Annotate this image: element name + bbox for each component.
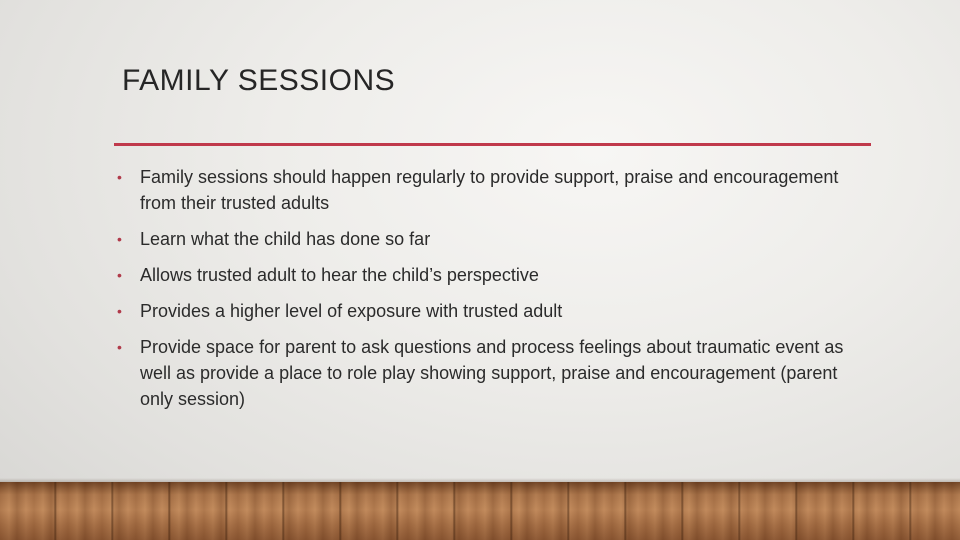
bullet-text: Provides a higher level of exposure with trusted adult: [140, 301, 563, 321]
bullet-text: Provide space for parent to ask questions and process feelings about traumatic event as well as provide a place to role play showing support, praise and encouragement (parent only session): [140, 337, 844, 409]
bullet-item: [114, 262, 854, 288]
title-underline: [114, 143, 871, 146]
bullet-text: Learn what the child has done so far: [140, 229, 431, 249]
bullet-item: [114, 334, 854, 412]
wood-floor-decoration: [0, 482, 960, 540]
bullet-marker: •: [117, 231, 122, 247]
bullet-text: Family sessions should happen regularly to provide support, praise and encouragement from their trusted adults: [140, 167, 839, 213]
bullet-marker: •: [117, 267, 122, 283]
bullet-marker: •: [117, 303, 122, 319]
bullet-text: Allows trusted adult to hear the child’s perspective: [140, 265, 539, 285]
bullet-item: [114, 298, 854, 324]
bullet-item: [114, 164, 854, 216]
slide-title: FAMILY SESSIONS: [122, 64, 396, 97]
bullet-marker: •: [117, 169, 122, 185]
bullet-item: [114, 226, 854, 252]
bullet-marker: •: [117, 339, 122, 355]
bullet-list: [114, 164, 854, 422]
